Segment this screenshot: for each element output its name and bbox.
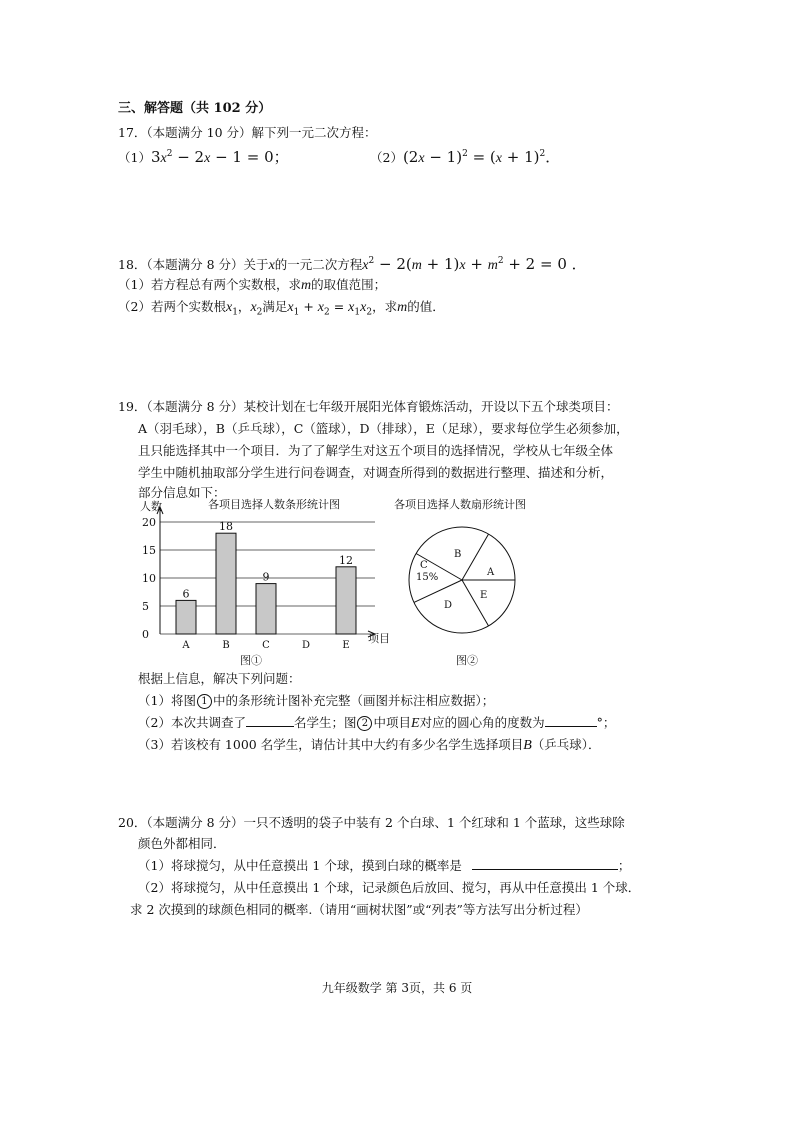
q18-part1-end: 的取值范围； bbox=[311, 277, 387, 292]
q18-header-prefix: 18．（本题满分 8 分）关于 bbox=[118, 257, 269, 272]
bar-chart bbox=[120, 494, 400, 672]
q19-line5: 部分信息如下： bbox=[138, 485, 226, 500]
q19-line3: 且只能选择其中一个项目．为了了解学生对这五个项目的选择情况，学校从七年级全体 bbox=[138, 443, 614, 458]
bar-chart-title: 各项目选择人数条形统计图 bbox=[208, 498, 340, 511]
bar-chart-caption: 图① bbox=[240, 654, 262, 667]
q19-var-B: B bbox=[523, 738, 532, 753]
q20-line3 bbox=[138, 857, 630, 875]
xtick-label-D: D bbox=[301, 640, 311, 651]
pie-slice-label-E: E bbox=[480, 590, 488, 601]
q18-header bbox=[118, 252, 587, 275]
pie-divider-2 bbox=[462, 580, 489, 626]
q19-after: 根据上信息，解决下列问题： bbox=[138, 671, 301, 686]
section-title: 三、解答题（共 102 分） bbox=[118, 101, 272, 116]
q20-line3-text: （1）将球搅匀，从中任意摸出 1 个球，摸到白球的概率是 bbox=[138, 858, 462, 873]
bar-C bbox=[256, 584, 276, 634]
bar-value-label-E: 12 bbox=[339, 553, 353, 567]
q18-part1 bbox=[118, 276, 386, 295]
q19-line2: A（羽毛球），B（乒乓球），C（篮球），D（排球），E（足球），要求每位学生必须参加， bbox=[138, 421, 629, 436]
q17-equation1: $3x^2 - 2x - 1 = 0$； bbox=[150, 148, 289, 166]
q19-sub1-a: （1）将图 bbox=[138, 693, 196, 708]
bar-value-label-B: 18 bbox=[219, 520, 233, 534]
q18-part2-b: 满足 bbox=[262, 299, 288, 314]
pie-chart-caption: 图② bbox=[456, 654, 478, 667]
q19-var-E: E bbox=[411, 716, 420, 731]
q18-var-m: m bbox=[300, 278, 312, 293]
q18-equation: $x^2 - 2(m + 1)x + m^2 + 2 = 0$ ． bbox=[362, 255, 587, 273]
q17-part1 bbox=[118, 145, 289, 168]
q18-x1: $x_1$， bbox=[225, 299, 251, 318]
q18-var-m2: m bbox=[397, 300, 408, 315]
figure-2-ref: 2 bbox=[357, 716, 372, 731]
pie-slice-label-C: C bbox=[420, 560, 428, 571]
answer-blank-total[interactable] bbox=[246, 714, 294, 727]
q19-sub2 bbox=[138, 714, 615, 733]
q19-sub2-a: （2）本次共调查了 bbox=[138, 715, 246, 730]
ytick-label: 20 bbox=[142, 516, 156, 529]
q20-line1: 20．（本题满分 8 分）一只不透明的袋子中装有 2 个白球、1 个红球和 1 个蓝球，这些球除 bbox=[118, 815, 625, 830]
pie-chart bbox=[388, 494, 568, 672]
answer-blank-angle[interactable] bbox=[545, 714, 597, 727]
bar-B bbox=[216, 533, 236, 634]
q19-sub2-c: 中项目 bbox=[373, 715, 411, 730]
bar-chart-xlabel: 项目 bbox=[368, 632, 390, 645]
ytick-label: 5 bbox=[142, 600, 149, 613]
q19-sub3-text: （3）若该校有 1000 名学生，请估计其中大约有多少名学生选择项目 bbox=[138, 737, 524, 752]
q20-line5: 求 2 次摸到的球颜色相同的概率.（请用“画树状图”或“列表”等方法写出分析过程） bbox=[130, 902, 588, 917]
bar-E bbox=[336, 567, 356, 634]
q18-part2-c: ，求 bbox=[372, 299, 398, 314]
q18-part1-text: （1）若方程总有两个实数根，求 bbox=[118, 277, 301, 292]
pie-chart-title: 各项目选择人数扇形统计图 bbox=[394, 498, 526, 511]
q18-part2-d: 的值． bbox=[407, 299, 445, 314]
q17-part1-label: （1） bbox=[118, 150, 151, 165]
q18-condition: $x_1 + x_2 = x_1x_2$ bbox=[287, 299, 373, 318]
q18-part2-a: （2）若两个实数根 bbox=[118, 299, 226, 314]
pie-divider-3 bbox=[414, 580, 462, 602]
q17-equation2: $(2x - 1)^2 = (x + 1)^2$． bbox=[402, 148, 561, 166]
bar-chart-ylabel: 人数 bbox=[140, 500, 162, 513]
bar-A bbox=[176, 600, 196, 634]
q18-part2 bbox=[118, 298, 445, 322]
xtick-label-C: C bbox=[262, 640, 270, 651]
q19-sub2-d: 对应的圆心角的度数为 bbox=[419, 715, 545, 730]
xtick-label-E: E bbox=[342, 640, 350, 651]
q17-part2-label: （2） bbox=[370, 150, 403, 165]
answer-blank-probability[interactable] bbox=[472, 857, 618, 870]
q19-line1: 19．（本题满分 8 分）某校计划在七年级开展阳光体育锻炼活动，开设以下五个球类项目： bbox=[118, 399, 619, 414]
pie-slice-label-A: A bbox=[487, 567, 495, 578]
page-footer: 九年级数学 第 3页，共 6 页 bbox=[321, 981, 473, 995]
q18-x2: $x_2$ bbox=[250, 300, 263, 318]
ytick-label: 0 bbox=[142, 628, 149, 641]
bar-value-label-A: 6 bbox=[182, 587, 190, 601]
ytick-label: 15 bbox=[142, 544, 156, 557]
q19-sub2-e: °； bbox=[596, 715, 616, 730]
q19-sub3-end: （乒乓球）． bbox=[531, 737, 601, 752]
pie-divider-0 bbox=[462, 534, 489, 580]
pie-slice-label-D: D bbox=[444, 600, 453, 611]
xtick-label-A: A bbox=[182, 640, 190, 651]
ytick-label: 10 bbox=[142, 572, 156, 585]
pie-slice-label-B: B bbox=[454, 549, 462, 560]
xtick-label-B: B bbox=[222, 640, 230, 651]
pie-slice-value-C: 15% bbox=[416, 572, 439, 583]
figure-1-ref: 1 bbox=[197, 694, 212, 709]
q18-var-x: x bbox=[268, 258, 275, 273]
q20-line4: （2）将球搅匀，从中任意摸出 1 个球，记录颜色后放回、搅匀，再从中任意摸出 1 个球． bbox=[138, 880, 641, 895]
q19-sub3 bbox=[138, 736, 601, 755]
q20-line2: 颜色外都相同． bbox=[138, 836, 226, 851]
bar-value-label-C: 9 bbox=[262, 570, 270, 584]
q17-part2 bbox=[370, 145, 560, 168]
q19-line4: 学生中随机抽取部分学生进行问卷调查，对调查所得到的数据进行整理、描述和分析， bbox=[138, 465, 614, 480]
q18-header-mid: 的一元二次方程 bbox=[274, 257, 363, 272]
q19-sub2-b: 名学生；图 bbox=[293, 715, 357, 730]
q20-line3-end: ； bbox=[617, 858, 631, 873]
q19-sub1-b: 中的条形统计图补充完整（画图并标注相应数据）； bbox=[212, 693, 495, 708]
q17-header: 17．（本题满分 10 分）解下列一元二次方程： bbox=[118, 125, 377, 140]
q19-sub1 bbox=[138, 692, 494, 710]
